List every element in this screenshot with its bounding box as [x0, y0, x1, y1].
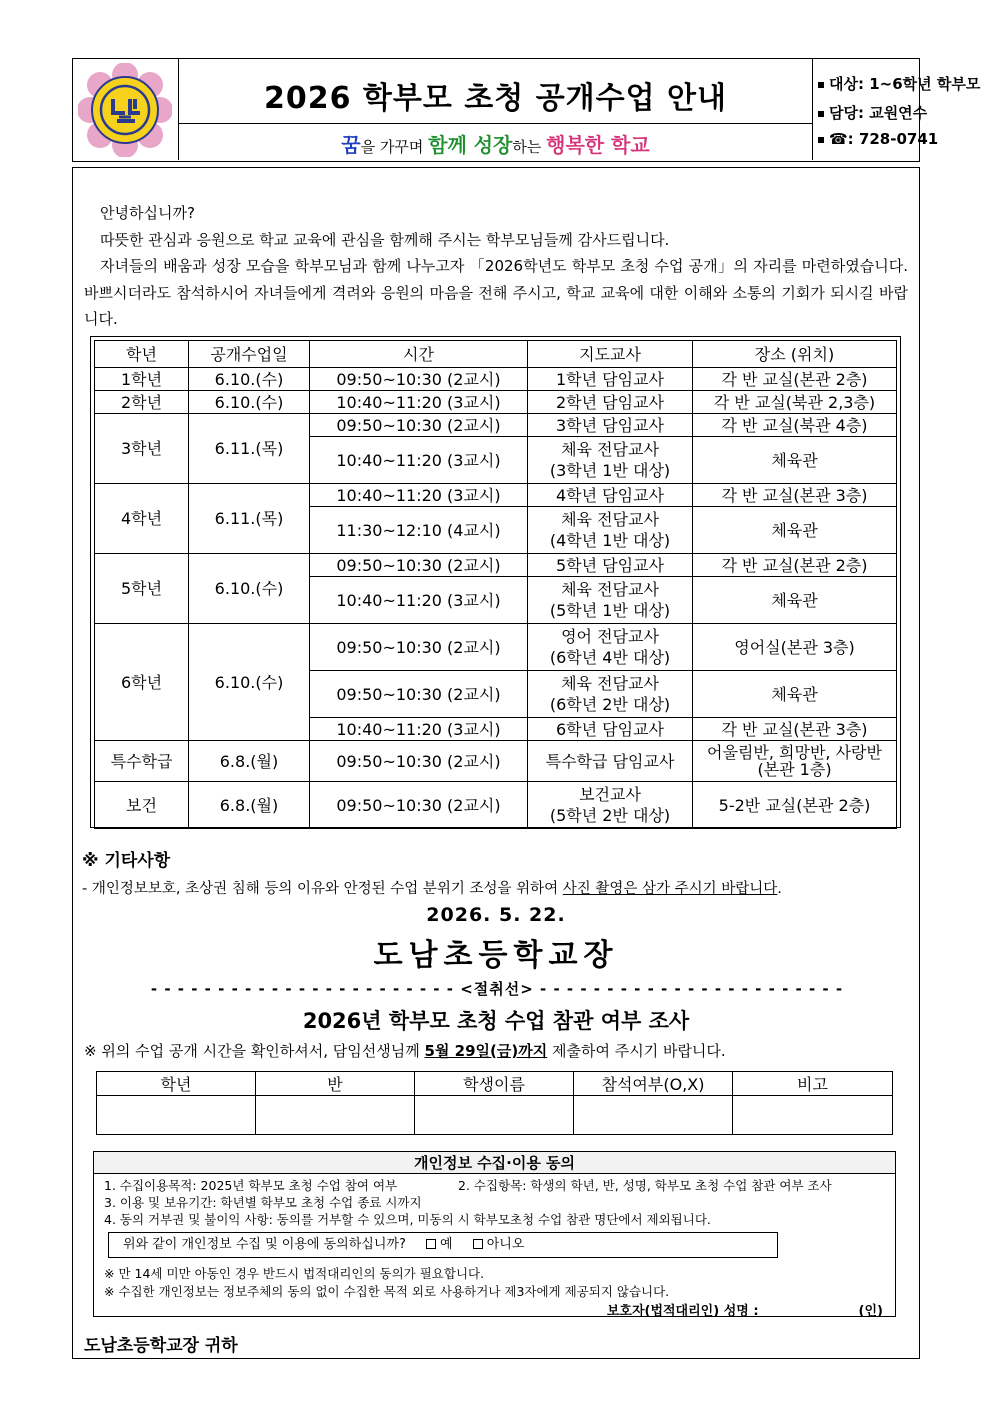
footer-addressee: 도남초등학교장 귀하 [84, 1336, 238, 1356]
col-header-place: 장소 (위치) [693, 341, 897, 368]
cell-date: 6.8.(월) [189, 741, 310, 782]
etc-title: ※ 기타사항 [82, 851, 171, 871]
slogan-word-happy: 행복한 학교 [546, 133, 650, 157]
principal-name: 도남초등학교장 [373, 938, 619, 973]
info-phone [818, 130, 938, 148]
cell-date: 6.11.(목) [189, 414, 310, 484]
survey-header-row [97, 1072, 893, 1096]
cell-teacher: 4학년 담임교사 [528, 484, 693, 507]
cell-teacher: 6학년 담임교사 [528, 718, 693, 741]
attendance-field[interactable] [574, 1096, 733, 1135]
etc-text-end: . [777, 881, 782, 897]
table-row [95, 554, 897, 577]
signature-label: 보호자(법적대리인) 성명 : [606, 1304, 759, 1319]
teacher-line-2: (5학년 2반 대상) [549, 806, 671, 825]
no-checkbox[interactable] [473, 1239, 483, 1249]
slogan-word-grow: 함께 성장 [428, 133, 513, 157]
col-header-teacher: 지도교사 [528, 341, 693, 368]
survey-deadline: 5월 29일(금)까지 [424, 1042, 548, 1060]
cell-place: 각 반 교실(본관 2층) [693, 368, 897, 391]
cell-grade: 4학년 [95, 484, 189, 554]
table-row [95, 414, 897, 437]
cell-teacher [528, 624, 693, 671]
title-cell [179, 59, 813, 160]
slogan-word-2: 을 가꾸며 [360, 138, 429, 156]
cell-time: 09:50~10:30 (2교시) [310, 782, 528, 829]
school-logo-icon [78, 63, 172, 157]
teacher-line-2: (3학년 1반 대상) [549, 461, 671, 480]
cell-grade: 6학년 [95, 624, 189, 741]
teacher-line-2: (5학년 1반 대상) [549, 601, 671, 620]
table-row [95, 391, 897, 414]
info-target-text: 대상: 1~6학년 학부모 [829, 75, 981, 93]
student-name-field[interactable] [415, 1096, 574, 1135]
cell-time: 09:50~10:30 (2교시) [310, 671, 528, 718]
title-divider [179, 123, 812, 124]
col-header-date: 공개수업일 [189, 341, 310, 368]
teacher-line-1: 체육 전담교사 [561, 440, 659, 459]
survey-note-post: 제출하여 주시기 바랍니다. [547, 1042, 726, 1060]
cell-date: 6.10.(수) [189, 624, 310, 741]
col-header-time: 시간 [310, 341, 528, 368]
cell-time: 09:50~10:30 (2교시) [310, 624, 528, 671]
cell-place: 각 반 교실(본관 3층) [693, 484, 897, 507]
slogan-word-dream: 꿈 [341, 133, 361, 157]
consent-item-1: 1. 수집이용목적: 2025년 학부모 초청 수업 참여 여부 [104, 1178, 398, 1193]
etc-notice [82, 877, 782, 898]
col-header-grade: 학년 [95, 341, 189, 368]
place-line-1: 어울림반, 희망반, 사랑반 [707, 743, 882, 762]
logo-cell [73, 59, 179, 160]
no-label: 아니오 [486, 1237, 525, 1252]
cell-place: 체육관 [693, 507, 897, 554]
survey-col-name: 학생이름 [415, 1072, 574, 1096]
cell-time: 10:40~11:20 (3교시) [310, 484, 528, 507]
teacher-line-1: 영어 전담교사 [561, 627, 659, 646]
cell-grade: 2학년 [95, 391, 189, 414]
cell-time: 11:30~12:10 (4교시) [310, 507, 528, 554]
cell-teacher: 2학년 담임교사 [528, 391, 693, 414]
survey-note [84, 1040, 726, 1061]
bullet-square-icon [818, 82, 824, 88]
cell-time: 10:40~11:20 (3교시) [310, 577, 528, 624]
cell-place: 각 반 교실(본관 3층) [693, 718, 897, 741]
cell-date: 6.10.(수) [189, 368, 310, 391]
info-charge [818, 102, 927, 123]
consent-title: 개인정보 수집·이용 동의 [94, 1152, 895, 1174]
consent-question: 위와 같이 개인정보 수집 및 이용에 동의하십니까? [123, 1237, 406, 1252]
consent-item-3: 3. 이용 및 보유기간: 학년별 학부모 초청 수업 종료 시까지 [104, 1195, 422, 1210]
cell-teacher [528, 507, 693, 554]
class-field[interactable] [256, 1096, 415, 1135]
intro-paragraph [84, 200, 908, 333]
seal-mark: (인) [858, 1304, 883, 1319]
survey-col-attend: 참석여부(O,X) [574, 1072, 733, 1096]
etc-text-underlined: 사진 촬영은 삼가 주시기 바랍니다 [562, 881, 778, 897]
cell-place: 체육관 [693, 671, 897, 718]
teacher-line-2: (6학년 4반 대상) [549, 648, 671, 667]
cell-date: 6.8.(월) [189, 782, 310, 829]
cell-teacher: 3학년 담임교사 [528, 414, 693, 437]
cell-place [693, 741, 897, 782]
slogan-word-4: 하는 [512, 138, 547, 156]
place-line-2: (본관 1층) [757, 760, 832, 779]
cell-grade: 5학년 [95, 554, 189, 624]
schedule-table-frame [90, 336, 901, 828]
info-cell [813, 59, 981, 160]
survey-col-remark: 비고 [733, 1072, 893, 1096]
bullet-square-icon [818, 111, 824, 117]
cell-time: 09:50~10:30 (2교시) [310, 414, 528, 437]
yes-checkbox[interactable] [426, 1239, 436, 1249]
info-charge-text: 담당: 교원연수 [829, 104, 928, 122]
survey-col-class: 반 [256, 1072, 415, 1096]
teacher-line-2: (4학년 1반 대상) [549, 531, 671, 550]
grade-field[interactable] [97, 1096, 256, 1135]
cell-place: 체육관 [693, 437, 897, 484]
table-row [95, 484, 897, 507]
cell-place: 체육관 [693, 577, 897, 624]
cell-time: 10:40~11:20 (3교시) [310, 718, 528, 741]
page-title: 2026 학부모 초청 공개수업 안내 [263, 81, 728, 116]
privacy-consent-box [93, 1151, 896, 1317]
table-row [95, 782, 897, 829]
cell-teacher [528, 437, 693, 484]
info-phone-text: ☎: 728-0741 [829, 130, 939, 148]
remark-field[interactable] [733, 1096, 893, 1135]
school-slogan [179, 129, 812, 158]
cell-place: 각 반 교실(본관 2층) [693, 554, 897, 577]
cell-place: 각 반 교실(북관 2,3층) [693, 391, 897, 414]
info-target [818, 73, 980, 94]
teacher-line-1: 체육 전담교사 [561, 674, 659, 693]
survey-title: 2026년 학부모 초청 수업 참관 여부 조사 [302, 1009, 690, 1033]
cell-grade: 보건 [95, 782, 189, 829]
survey-input-row [97, 1096, 893, 1135]
cell-teacher: 1학년 담임교사 [528, 368, 693, 391]
cell-place: 5-2반 교실(본관 2층) [693, 782, 897, 829]
consent-item-2: 2. 수집항목: 학생의 학년, 반, 성명, 학부모 초청 수업 참관 여부 조사 [458, 1178, 832, 1193]
survey-col-grade: 학년 [97, 1072, 256, 1096]
cell-time: 09:50~10:30 (2교시) [310, 368, 528, 391]
cell-teacher [528, 782, 693, 829]
consent-note-1: ※ 만 14세 미만 아동인 경우 반드시 법적대리인의 동의가 필요합니다. [104, 1266, 485, 1281]
table-row [95, 624, 897, 671]
intro-line-2: 자녀들의 배움과 성장 모습을 학부모님과 함께 나누고자 「2026학년도 학부모 초청 수업 공개」의 자리를 마련하였습니다. 바쁘시더라도 참석하시어 자녀들에게 격려와 응원의 마음을 전해 주시고, 학교 교육에 대한 이해와 소통의 기회가 되시길 바랍니다. [84, 257, 908, 328]
schedule-table [94, 340, 897, 829]
teacher-line-1: 체육 전담교사 [561, 510, 659, 529]
consent-item-4: 4. 동의 거부권 및 불이익 사항: 동의를 거부할 수 있으며, 미동의 시 학부모초청 수업 참관 명단에서 제외됩니다. [104, 1212, 711, 1227]
bullet-square-icon [818, 137, 824, 143]
cell-time: 09:50~10:30 (2교시) [310, 741, 528, 782]
teacher-line-2: (6학년 2반 대상) [549, 695, 671, 714]
cell-teacher: 특수학급 담임교사 [528, 741, 693, 782]
teacher-line-1: 체육 전담교사 [561, 580, 659, 599]
survey-table [96, 1071, 893, 1135]
teacher-line-1: 보건교사 [579, 785, 641, 804]
cell-time: 10:40~11:20 (3교시) [310, 437, 528, 484]
table-row [95, 741, 897, 782]
cell-date: 6.11.(목) [189, 484, 310, 554]
survey-note-pre: ※ 위의 수업 공개 시간을 확인하셔서, 담임선생님께 [84, 1042, 425, 1060]
cell-time: 10:40~11:20 (3교시) [310, 391, 528, 414]
cell-time: 09:50~10:30 (2교시) [310, 554, 528, 577]
cell-date: 6.10.(수) [189, 391, 310, 414]
cell-date: 6.10.(수) [189, 554, 310, 624]
yes-label: 예 [440, 1237, 453, 1252]
consent-note-2: ※ 수집한 개인정보는 정보주체의 동의 없이 수집한 목적 외로 사용하거나 제3자에게 제공되지 않습니다. [104, 1284, 670, 1299]
guardian-signature [607, 1300, 883, 1319]
document-header [72, 58, 981, 162]
cell-grade: 3학년 [95, 414, 189, 484]
cell-grade: 특수학급 [95, 741, 189, 782]
etc-text: - 개인정보보호, 초상권 침해 등의 이유와 안정된 수업 분위기 조성을 위하여 [82, 881, 563, 897]
cell-teacher [528, 577, 693, 624]
cut-line: - - - - - - - - - - - - - - - - - - - - - - - <절취선> - - - - - - - - - - - - - - - - - - - - - - - [150, 980, 844, 998]
cell-teacher: 5학년 담임교사 [528, 554, 693, 577]
cell-place: 각 반 교실(북관 4층) [693, 414, 897, 437]
cell-teacher [528, 671, 693, 718]
issue-date: 2026. 5. 22. [426, 904, 566, 926]
cell-grade: 1학년 [95, 368, 189, 391]
table-header-row [95, 341, 897, 368]
table-row [95, 368, 897, 391]
intro-line-1: 따뜻한 관심과 응원으로 학교 교육에 관심을 함께해 주시는 학부모님들께 감사드립니다. [100, 230, 670, 249]
greeting: 안녕하십니까? [100, 204, 195, 222]
cell-place: 영어실(본관 3층) [693, 624, 897, 671]
consent-question-box [108, 1232, 778, 1258]
